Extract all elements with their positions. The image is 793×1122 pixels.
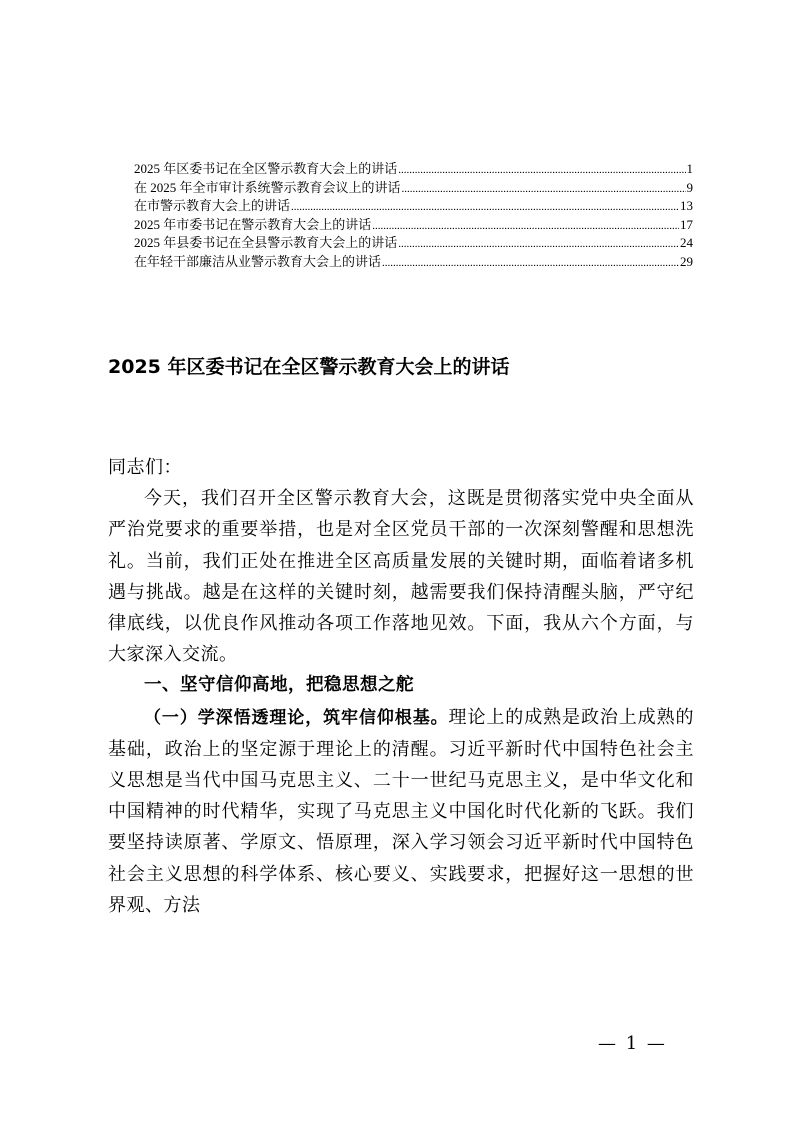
section-heading: 一、坚守信仰高地，把稳思想之舵 xyxy=(144,675,414,696)
toc-entry-page: 1 xyxy=(686,161,693,176)
toc-entry-page: 24 xyxy=(680,235,693,250)
page-number: — 1 — xyxy=(598,1033,667,1054)
toc-entry[interactable] xyxy=(134,234,693,253)
document-title: 2025 年区委书记在全区警示教育大会上的讲话 xyxy=(108,356,510,378)
intro-paragraph: 今天，我们召开全区警示教育大会，这既是贯彻落实党中央全面从严治党要求的重要举措，也是对全区党员干部的一次深刻警醒和思想洗礼。当前，我们正处在推进全区高质量发展的关键时期，面临着诸多机遇与挑战。越是在这样的关键时刻，越需要我们保持清醒头脑，严守纪律底线，以优良作风推动各项工作落地见效。下面，我从六个方面，与大家深入交流。 xyxy=(108,488,694,666)
toc-entry-page: 9 xyxy=(686,179,693,195)
table-of-contents xyxy=(134,160,693,271)
toc-entry-title: 在市警示教育大会上的讲话 xyxy=(134,198,291,213)
salutation: 同志们： xyxy=(108,457,182,478)
toc-entry-page: 13 xyxy=(680,198,693,213)
toc-dot-leader xyxy=(398,235,679,254)
toc-dot-leader xyxy=(372,217,679,236)
subsection-paragraph xyxy=(108,702,694,921)
toc-dot-leader xyxy=(398,161,685,180)
toc-entry-title: 2025 年区委书记在全区警示教育大会上的讲话 xyxy=(134,161,398,176)
toc-entry-page: 29 xyxy=(680,253,693,269)
toc-entry[interactable] xyxy=(134,160,693,179)
toc-entry[interactable] xyxy=(134,179,693,198)
toc-entry-title: 2025 年市委书记在警示教育大会上的讲话 xyxy=(134,216,372,232)
toc-entry[interactable] xyxy=(134,253,693,272)
subsection-lead: （一）学深悟透理论，筑牢信仰根基。 xyxy=(144,707,449,728)
toc-dot-leader xyxy=(291,198,679,217)
toc-entry-title: 在 2025 年全市审计系统警示教育会议上的讲话 xyxy=(134,179,401,195)
toc-dot-leader xyxy=(402,180,686,199)
toc-entry-page: 17 xyxy=(680,216,693,232)
document-body xyxy=(108,452,694,921)
toc-entry[interactable] xyxy=(134,197,693,216)
toc-entry-title: 在年轻干部廉洁从业警示教育大会上的讲话 xyxy=(134,253,382,269)
toc-entry-title: 2025 年县委书记在全县警示教育大会上的讲话 xyxy=(134,235,398,250)
toc-entry[interactable] xyxy=(134,216,693,235)
toc-dot-leader xyxy=(382,254,679,273)
subsection-text: 理论上的成熟是政治上成熟的基础，政治上的坚定源于理论上的清醒。习近平新时代中国特色社会主义思想是当代中国马克思主义、二十一世纪马克思主义，是中华文化和中国精神的时代精华，实现了马克思主义中国化时代化新的飞跃。我们要坚持读原著、学原文、悟原理，深入学习领会习近平新时代中国特色社会主义思想的科学体系、核心要义、实践要求，把握好这一思想的世界观、方法 xyxy=(108,706,695,916)
